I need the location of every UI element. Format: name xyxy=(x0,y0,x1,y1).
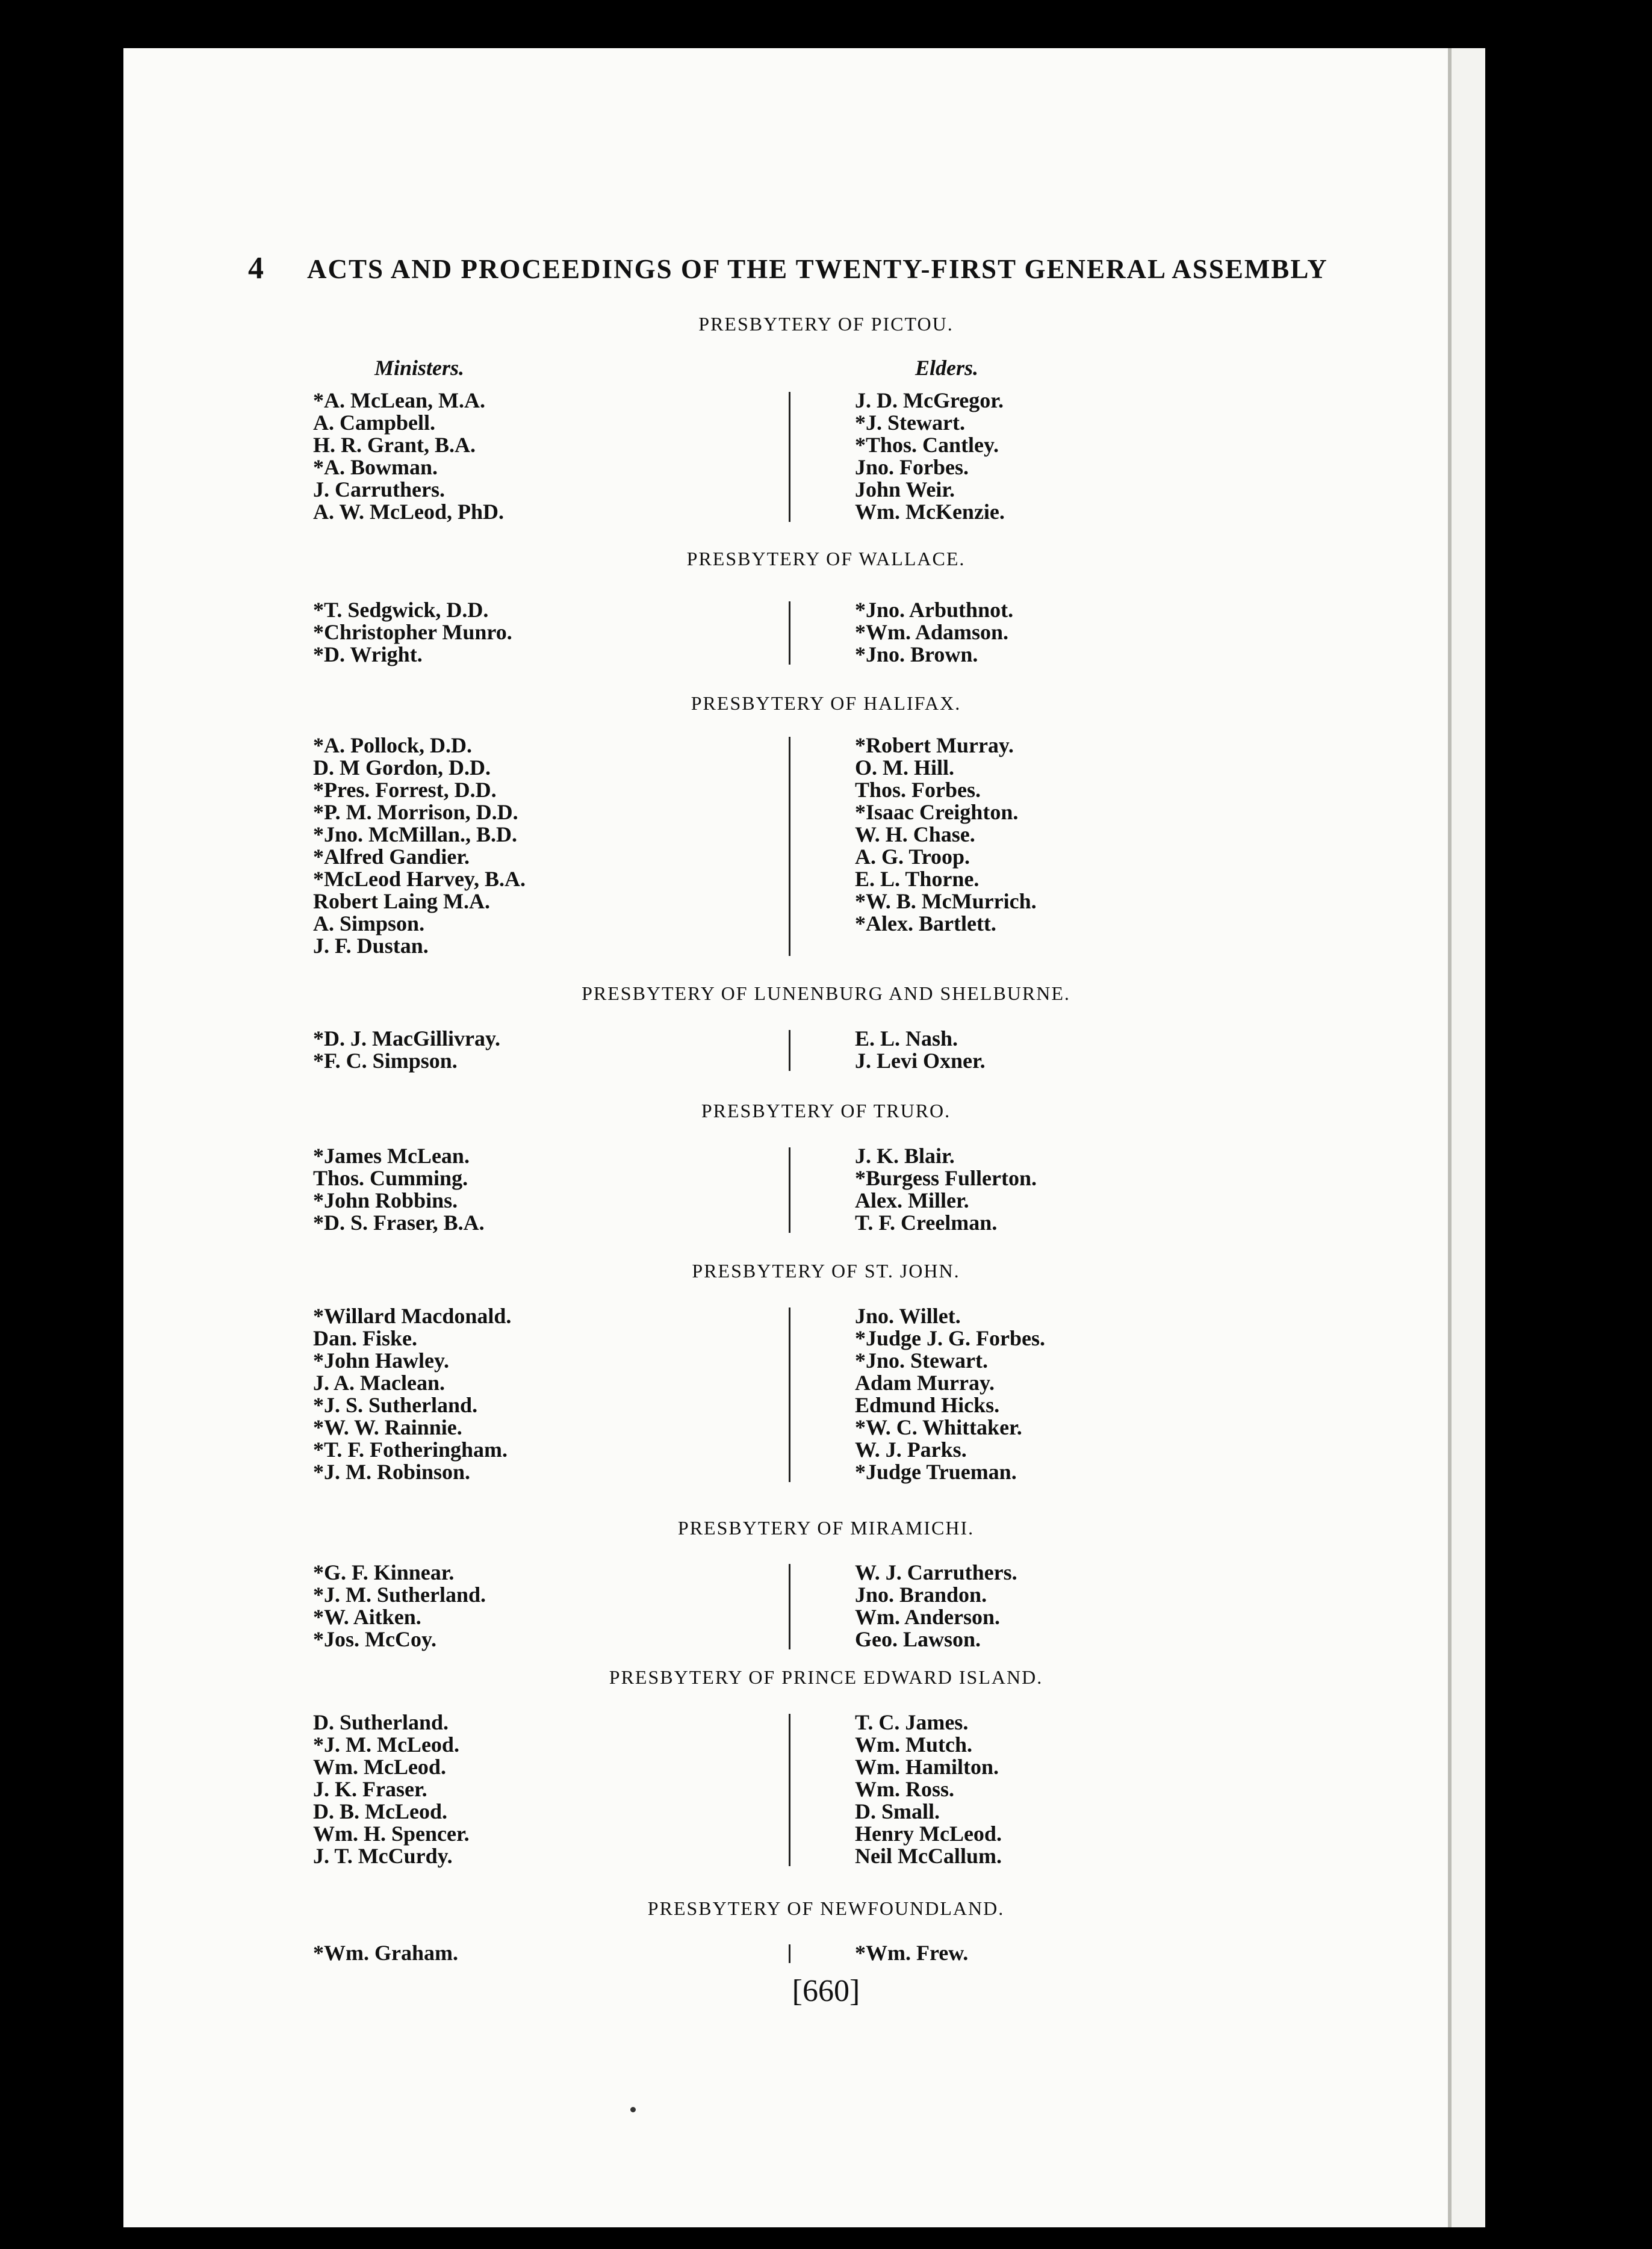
minister-name: *McLeod Harvey, B.A. xyxy=(313,867,526,891)
elders-list xyxy=(855,389,1005,523)
ministers-list xyxy=(313,734,526,957)
minister-name: *Willard Macdonald. xyxy=(313,1304,512,1328)
minister-name: A. Campbell. xyxy=(313,411,436,435)
elder-name: Geo. Lawson. xyxy=(855,1627,981,1651)
elder-name: Wm. Mutch. xyxy=(855,1733,972,1757)
elder-name: *Wm. Frew. xyxy=(855,1941,969,1965)
page-number: 4 xyxy=(248,251,265,285)
minister-name: Wm. McLeod. xyxy=(313,1755,446,1779)
minister-name: J. Carruthers. xyxy=(313,477,445,501)
footer-page-label: [660] xyxy=(792,1974,860,2008)
minister-name: J. K. Fraser. xyxy=(313,1777,427,1801)
column-divider xyxy=(789,601,790,665)
elder-name: J. K. Blair. xyxy=(855,1144,955,1168)
ministers-list xyxy=(313,1711,470,1867)
elder-name: *W. C. Whittaker. xyxy=(855,1415,1022,1439)
elder-name: John Weir. xyxy=(855,477,955,501)
elder-name: *Jno. Stewart. xyxy=(855,1348,988,1373)
elder-name: Alex. Miller. xyxy=(855,1188,969,1212)
minister-name: *Jos. McCoy. xyxy=(313,1627,436,1651)
elder-name: *Judge J. G. Forbes. xyxy=(855,1326,1046,1350)
minister-name: *D. Wright. xyxy=(313,642,423,666)
elders-heading: Elders. xyxy=(915,356,979,380)
elder-name: Wm. Anderson. xyxy=(855,1605,1001,1629)
ministers-list xyxy=(313,1028,500,1072)
elder-name: T. F. Creelman. xyxy=(855,1211,998,1235)
elder-name: Wm. Ross. xyxy=(855,1777,955,1801)
minister-name: J. F. Dustan. xyxy=(313,934,429,958)
speck xyxy=(630,2107,636,2112)
elders-list xyxy=(855,1942,968,1964)
elder-name: Adam Murray. xyxy=(855,1371,995,1395)
minister-name: *John Hawley. xyxy=(313,1348,450,1373)
elders-list xyxy=(855,1711,1002,1867)
minister-name: *T. F. Fotheringham. xyxy=(313,1438,508,1462)
elders-list xyxy=(855,1028,986,1072)
column-divider xyxy=(789,1147,790,1233)
minister-name: *Jno. McMillan., B.D. xyxy=(313,822,517,846)
minister-name: *J. M. Sutherland. xyxy=(313,1583,486,1607)
minister-name: D. B. McLeod. xyxy=(313,1799,447,1823)
minister-name: Wm. H. Spencer. xyxy=(313,1822,470,1846)
minister-name: *Pres. Forrest, D.D. xyxy=(313,778,497,802)
elder-name: *Robert Murray. xyxy=(855,733,1014,757)
elder-name: *Alex. Bartlett. xyxy=(855,911,996,935)
minister-name: *J. M. Robinson. xyxy=(313,1460,471,1484)
minister-name: *A. McLean, M.A. xyxy=(313,388,485,412)
minister-name: *D. S. Fraser, B.A. xyxy=(313,1211,485,1235)
minister-name: H. R. Grant, B.A. xyxy=(313,433,476,457)
elder-name: *J. Stewart. xyxy=(855,411,965,435)
elder-name: *Jno. Arbuthnot. xyxy=(855,598,1014,622)
elders-list xyxy=(855,599,1013,666)
elders-list xyxy=(855,1562,1017,1651)
minister-name: *D. J. MacGillivray. xyxy=(313,1026,500,1050)
minister-name: *G. F. Kinnear. xyxy=(313,1560,455,1584)
minister-name: J. A. Maclean. xyxy=(313,1371,445,1395)
elder-name: Neil McCallum. xyxy=(855,1844,1002,1868)
elder-name: Wm. McKenzie. xyxy=(855,500,1005,524)
elder-name: D. Small. xyxy=(855,1799,940,1823)
minister-name: *J. M. McLeod. xyxy=(313,1733,459,1757)
elder-name: Jno. Forbes. xyxy=(855,455,969,479)
minister-name: *W. Aitken. xyxy=(313,1605,421,1629)
ministers-list xyxy=(313,599,512,666)
elder-name: Henry McLeod. xyxy=(855,1822,1002,1846)
elder-name: *Judge Trueman. xyxy=(855,1460,1017,1484)
column-divider xyxy=(789,737,790,956)
elder-name: W. H. Chase. xyxy=(855,822,975,846)
presbytery-title: PRESBYTERY OF LUNENBURG AND SHELBURNE. xyxy=(582,982,1070,1004)
elder-name: E. L. Nash. xyxy=(855,1026,958,1050)
minister-name: *Alfred Gandier. xyxy=(313,845,470,869)
elders-list xyxy=(855,1145,1037,1234)
presbytery-title: PRESBYTERY OF HALIFAX. xyxy=(691,692,961,714)
minister-name: *John Robbins. xyxy=(313,1188,458,1212)
ministers-list xyxy=(313,1145,485,1234)
minister-name: *Christopher Munro. xyxy=(313,620,512,644)
elder-name: Edmund Hicks. xyxy=(855,1393,1000,1417)
column-divider xyxy=(789,1030,790,1071)
elder-name: W. J. Parks. xyxy=(855,1438,967,1462)
elder-name: Thos. Forbes. xyxy=(855,778,981,802)
ministers-heading: Ministers. xyxy=(374,356,465,380)
minister-name: A. Simpson. xyxy=(313,911,425,935)
minister-name: Dan. Fiske. xyxy=(313,1326,418,1350)
elder-name: E. L. Thorne. xyxy=(855,867,980,891)
minister-name: *W. W. Rainnie. xyxy=(313,1415,462,1439)
elders-list xyxy=(855,734,1037,935)
column-divider xyxy=(789,1308,790,1482)
elder-name: T. C. James. xyxy=(855,1710,969,1734)
elder-name: O. M. Hill. xyxy=(855,755,954,780)
elder-name: *Burgess Fullerton. xyxy=(855,1166,1037,1190)
elder-name: *Wm. Adamson. xyxy=(855,620,1009,644)
minister-name: *James McLean. xyxy=(313,1144,470,1168)
column-divider xyxy=(789,1564,790,1649)
minister-name: J. T. McCurdy. xyxy=(313,1844,453,1868)
elder-name: W. J. Carruthers. xyxy=(855,1560,1017,1584)
ministers-list xyxy=(313,389,504,523)
column-divider xyxy=(789,392,790,522)
elder-name: *Jno. Brown. xyxy=(855,642,978,666)
column-divider xyxy=(789,1714,790,1866)
minister-name: *A. Bowman. xyxy=(313,455,438,479)
elder-name: J. Levi Oxner. xyxy=(855,1049,986,1073)
minister-name: D. Sutherland. xyxy=(313,1710,449,1734)
minister-name: Robert Laing M.A. xyxy=(313,889,490,913)
page-header xyxy=(248,250,1328,286)
presbytery-title: PRESBYTERY OF PICTOU. xyxy=(698,313,954,335)
ministers-list xyxy=(313,1562,486,1651)
minister-name: *T. Sedgwick, D.D. xyxy=(313,598,489,622)
elder-name: J. D. McGregor. xyxy=(855,388,1004,412)
minister-name: D. M Gordon, D.D. xyxy=(313,755,491,780)
elder-name: Jno. Willet. xyxy=(855,1304,961,1328)
presbytery-title: PRESBYTERY OF TRURO. xyxy=(701,1100,951,1121)
presbytery-title: PRESBYTERY OF WALLACE. xyxy=(686,548,966,569)
elder-name: A. G. Troop. xyxy=(855,845,970,869)
minister-name: *Wm. Graham. xyxy=(313,1941,458,1965)
minister-name: *A. Pollock, D.D. xyxy=(313,733,472,757)
presbytery-title: PRESBYTERY OF NEWFOUNDLAND. xyxy=(647,1897,1005,1919)
presbytery-title: PRESBYTERY OF PRINCE EDWARD ISLAND. xyxy=(609,1666,1043,1688)
column-divider xyxy=(789,1944,790,1963)
ministers-list xyxy=(313,1942,458,1964)
elders-list xyxy=(855,1305,1045,1483)
elder-name: *W. B. McMurrich. xyxy=(855,889,1037,913)
minister-name: *P. M. Morrison, D.D. xyxy=(313,800,518,824)
elder-name: Wm. Hamilton. xyxy=(855,1755,999,1779)
running-title: ACTS AND PROCEEDINGS OF THE TWENTY-FIRST GENERAL ASSEMBLY xyxy=(307,254,1328,284)
ministers-list xyxy=(313,1305,511,1483)
minister-name: *F. C. Simpson. xyxy=(313,1049,458,1073)
presbytery-title: PRESBYTERY OF ST. JOHN. xyxy=(692,1260,960,1282)
minister-name: *J. S. Sutherland. xyxy=(313,1393,478,1417)
presbytery-title: PRESBYTERY OF MIRAMICHI. xyxy=(677,1517,975,1539)
elder-name: Jno. Brandon. xyxy=(855,1583,987,1607)
minister-name: A. W. McLeod, PhD. xyxy=(313,500,505,524)
elder-name: *Thos. Cantley. xyxy=(855,433,999,457)
minister-name: Thos. Cumming. xyxy=(313,1166,468,1190)
elder-name: *Isaac Creighton. xyxy=(855,800,1019,824)
